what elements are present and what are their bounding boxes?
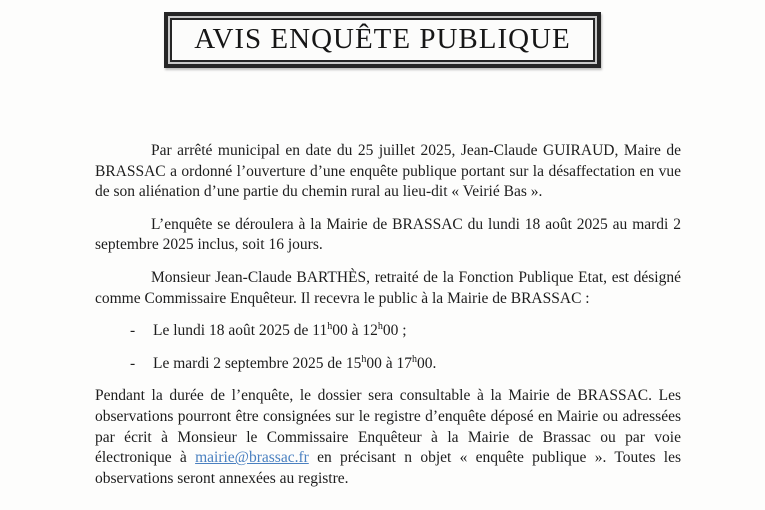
paragraph-duree-enquete: L’enquête se déroulera à la Mairie de BRASSAC du lundi 18 août 2025 au mardi 2 septembre 2025 inclus, soit 16 jours. — [95, 215, 681, 254]
dash-bullet-icon: - — [130, 322, 136, 340]
superscript-hour: h — [377, 321, 383, 332]
paragraph-consultation-observations — [95, 386, 681, 489]
title-banner-row — [0, 0, 765, 68]
list-item — [95, 321, 681, 342]
page-title: AVIS ENQUÊTE PUBLIQUE — [170, 18, 595, 62]
schedule-text-segment: Le mardi 2 septembre 2025 de 15 — [153, 354, 362, 372]
schedule-item-text — [153, 321, 407, 342]
schedule-text-segment: 00 à 17 — [366, 354, 412, 372]
paragraph-arrete-municipal: Par arrêté municipal en date du 25 juillet 2025, Jean-Claude GUIRAUD, Maire de BRASSAC a ordonné l’ouverture d’une enquête publique portant sur la désaffectation en vue de son aliénation d’une partie du chemin rural au lieu-dit « Veirié Bas ». — [95, 142, 681, 201]
notice-body — [95, 141, 681, 489]
closing-text-before-link: Pendant la durée de l’enquête, le dossier sera consultable à la Mairie de BRASSAC. Les observations pourront être consignées sur le registre d’enquête déposé en Mairie ou adressées par écrit à Monsieur le Commissaire Enquêteur à la Mairie de Brassac ou par voie électronique à — [95, 387, 681, 467]
dash-bullet-icon: - — [130, 354, 136, 372]
superscript-hour: h — [361, 353, 367, 365]
schedule-item-text — [153, 354, 436, 375]
paragraph-commissaire-enqueteur: Monsieur Jean-Claude BARTHÈS, retraité de la Fonction Publique Etat, est désigné comme Commissaire Enquêteur. Il recevra le public à la Mairie de BRASSAC : — [95, 268, 681, 307]
schedule-text-segment: 00 ; — [382, 322, 407, 340]
closing-text-after-link: en précisant n objet « enquête publique ». Toutes les observations seront annexées au registre. — [95, 449, 681, 487]
schedule-text-segment: 00 à 12 — [332, 322, 378, 340]
schedule-text-segment: 00. — [416, 354, 437, 372]
superscript-hour: h — [327, 321, 333, 332]
superscript-hour: h — [411, 353, 417, 365]
schedule-text-segment: Le lundi 18 août 2025 de 11 — [153, 322, 328, 340]
list-item — [95, 354, 681, 375]
schedule-list — [95, 321, 681, 374]
notice-title-box — [164, 12, 601, 68]
email-link[interactable]: mairie@brassac.fr — [195, 449, 309, 467]
